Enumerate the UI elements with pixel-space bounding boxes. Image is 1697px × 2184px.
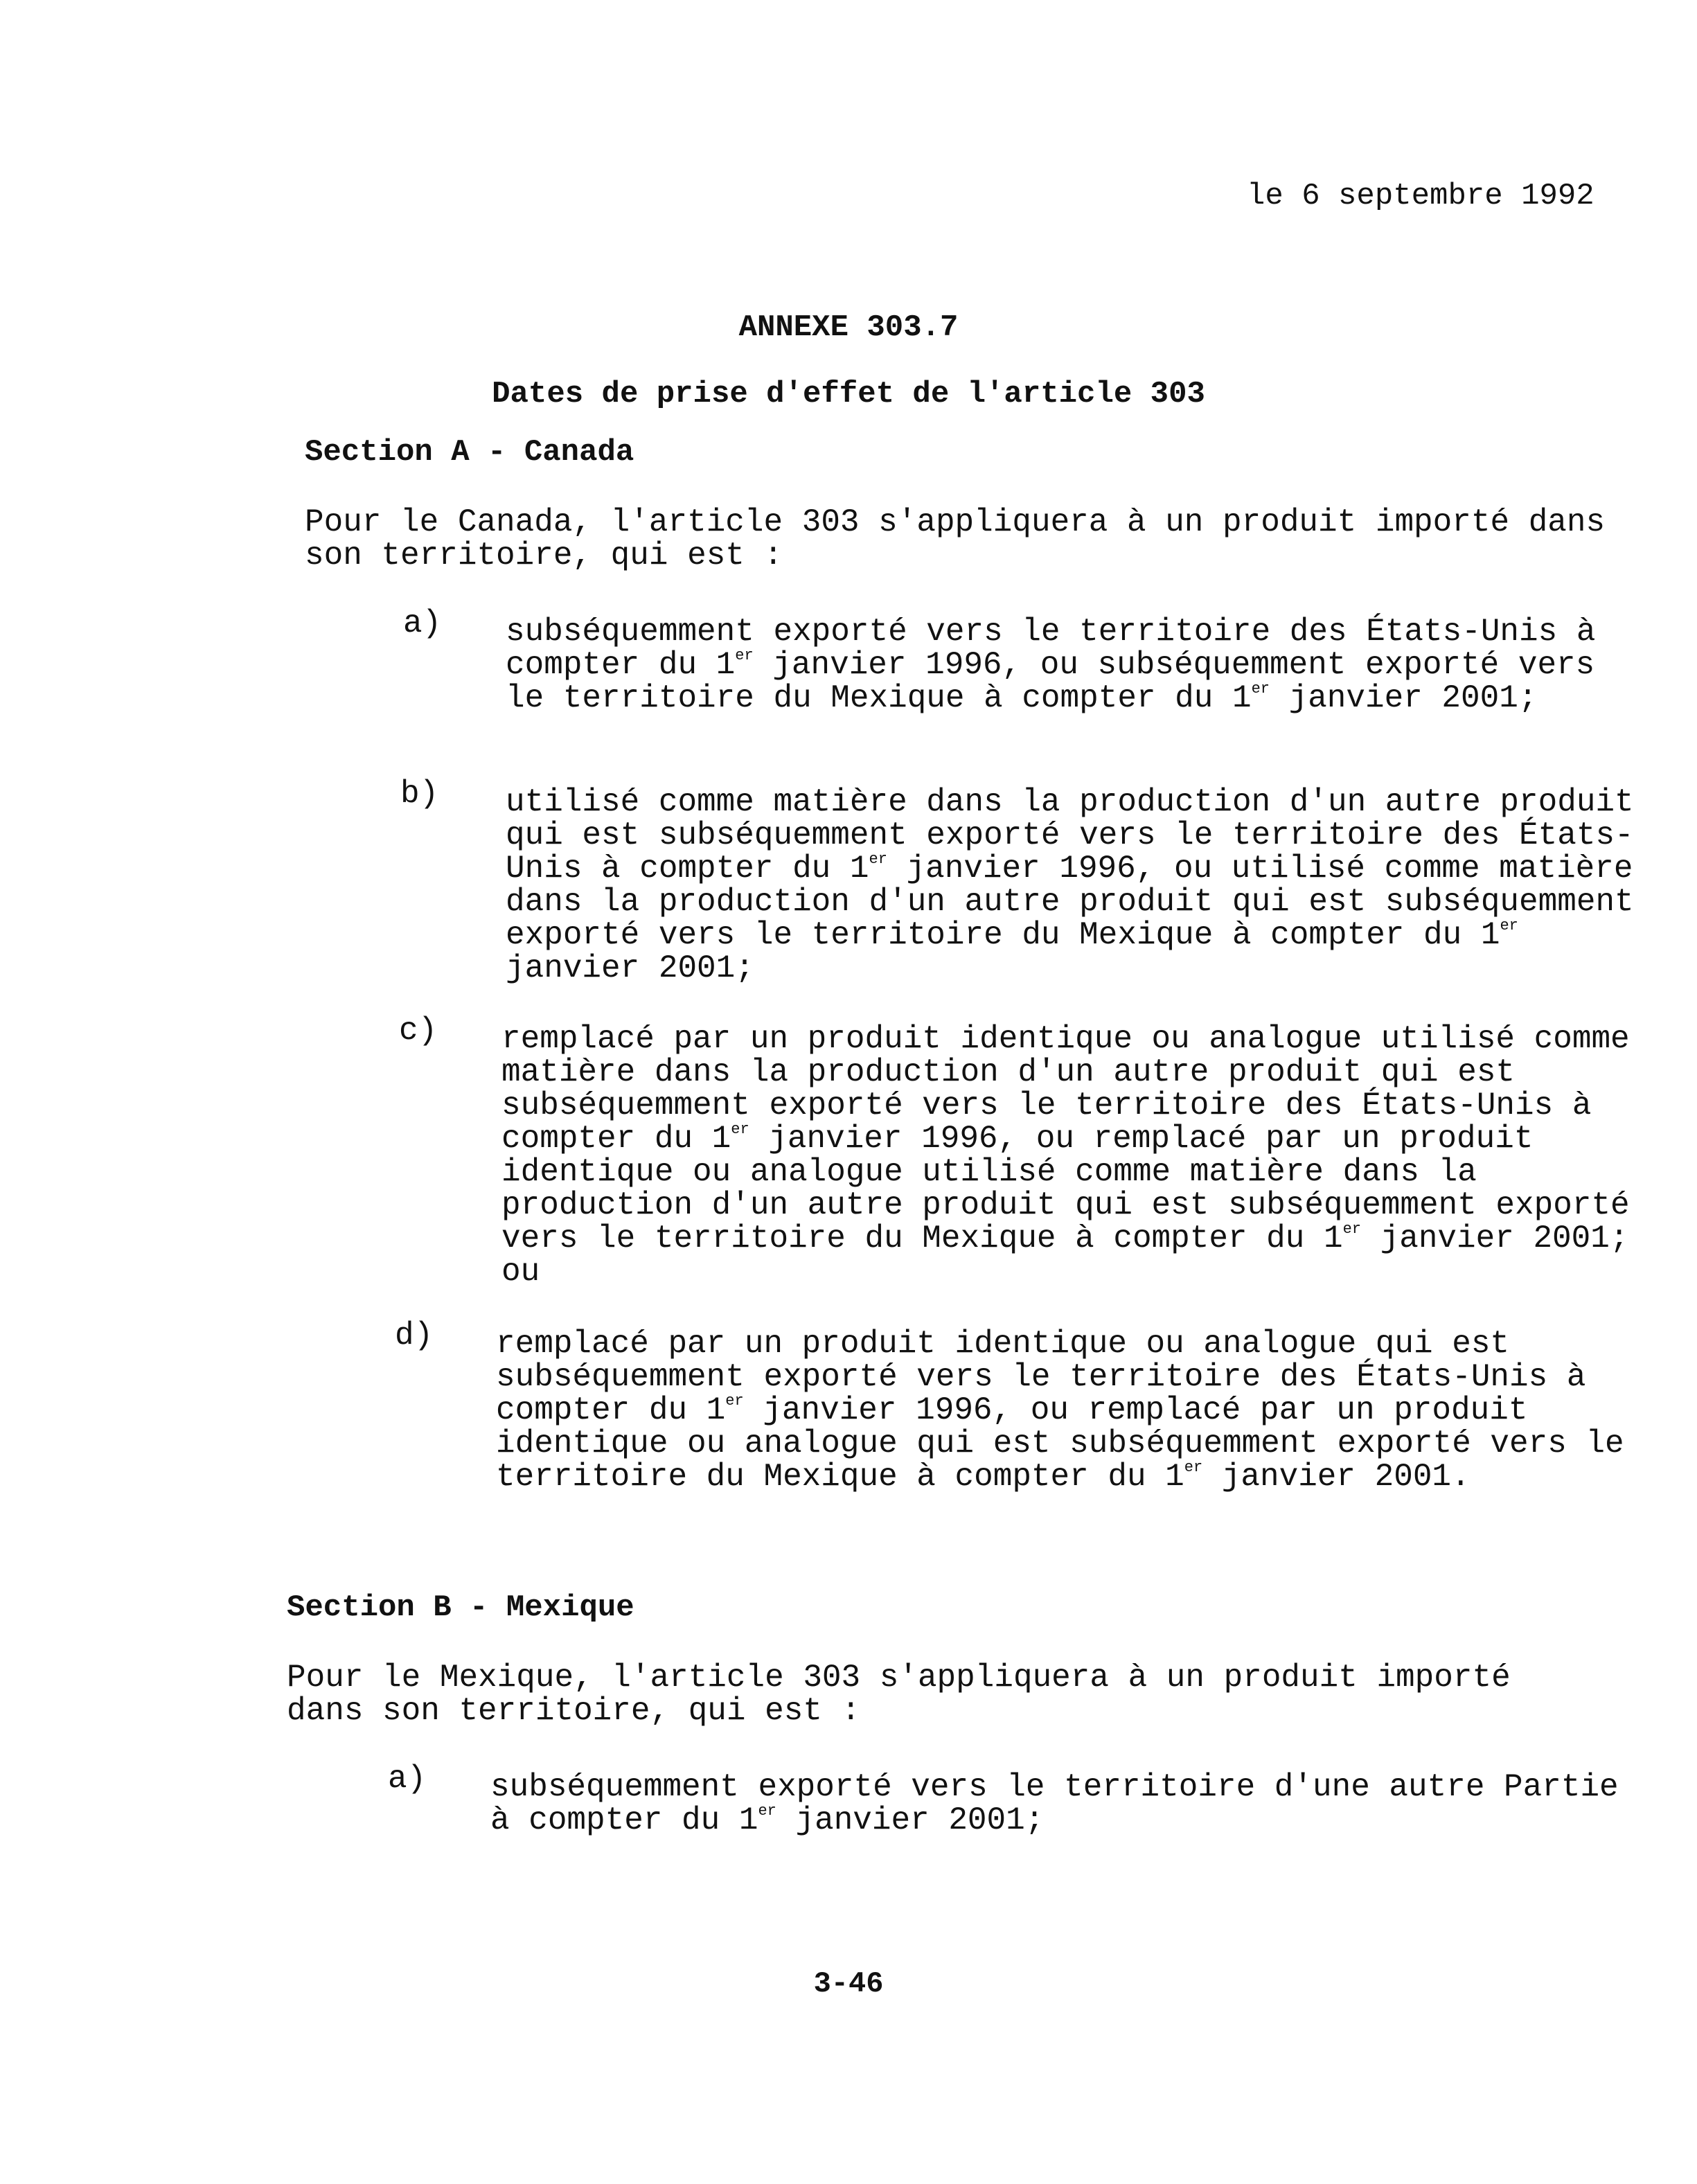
section-b-item-a-text: subséquemment exporté vers le territoire d'une autre Partie à compter du 1er janvier 2001; — [490, 1769, 1619, 1838]
section-a-item-a-text: subséquemment exporté vers le territoire des États-Unis à compter du 1er janvier 1996, ou subséquemment exporté vers le territoire du Mexique à compter du 1er janvier 2001; — [506, 614, 1596, 716]
annex-subtitle: Dates de prise d'effet de l'article 303 — [492, 377, 1205, 411]
section-a-item-a-letter: a) — [403, 605, 442, 641]
section-a-item-b-letter: b) — [400, 776, 439, 812]
section-a-heading: Section A - Canada — [305, 435, 634, 470]
section-a-item-d-letter: d) — [395, 1317, 434, 1353]
section-b-intro: Pour le Mexique, l'article 303 s'appliquera à un produit importé dans son territoire, qui est : — [287, 1660, 1511, 1729]
section-b-heading: Section B - Mexique — [287, 1590, 634, 1625]
section-a-item-c-letter: c) — [399, 1013, 438, 1049]
section-a-item-b-text: utilisé comme matière dans la production d'un autre produit qui est subséquemment exporté vers le territoire des États-Unis à compter du 1er janvier 1996, ou utilisé comme matière dans la production d'un autre produit qui est subséquemment exporté vers le territoire du Mexique à compter du 1er janvier 2001; — [506, 784, 1634, 986]
section-a-item-d-text: remplacé par un produit identique ou analogue qui est subséquemment exporté vers le territoire des États-Unis à compter du 1er janvier 1996, ou remplacé par un produit identique ou analogue qui est subséquemment exporté vers le territoire du Mexique à compter du 1er janvier 2001. — [496, 1326, 1624, 1495]
section-a-item-c-text: remplacé par un produit identique ou analogue utilisé comme matière dans la production d'un autre produit qui est subséquemment exporté vers le territoire des États-Unis à compter du 1er janvier 1996, ou remplacé par un produit identique ou analogue utilisé comme matière dans la production d'un autre produit qui est subséquemment exporté vers le territoire du Mexique à compter du 1er janvier 2001; ou — [501, 1021, 1630, 1290]
section-a-intro: Pour le Canada, l'article 303 s'appliquera à un produit importé dans son territoire, qui est : — [305, 504, 1606, 574]
document-date: le 6 septembre 1992 — [1247, 179, 1594, 213]
annex-title: ANNEXE 303.7 — [738, 310, 959, 345]
section-b-item-a-letter: a) — [388, 1761, 427, 1797]
page-number: 3-46 — [813, 1967, 884, 2000]
